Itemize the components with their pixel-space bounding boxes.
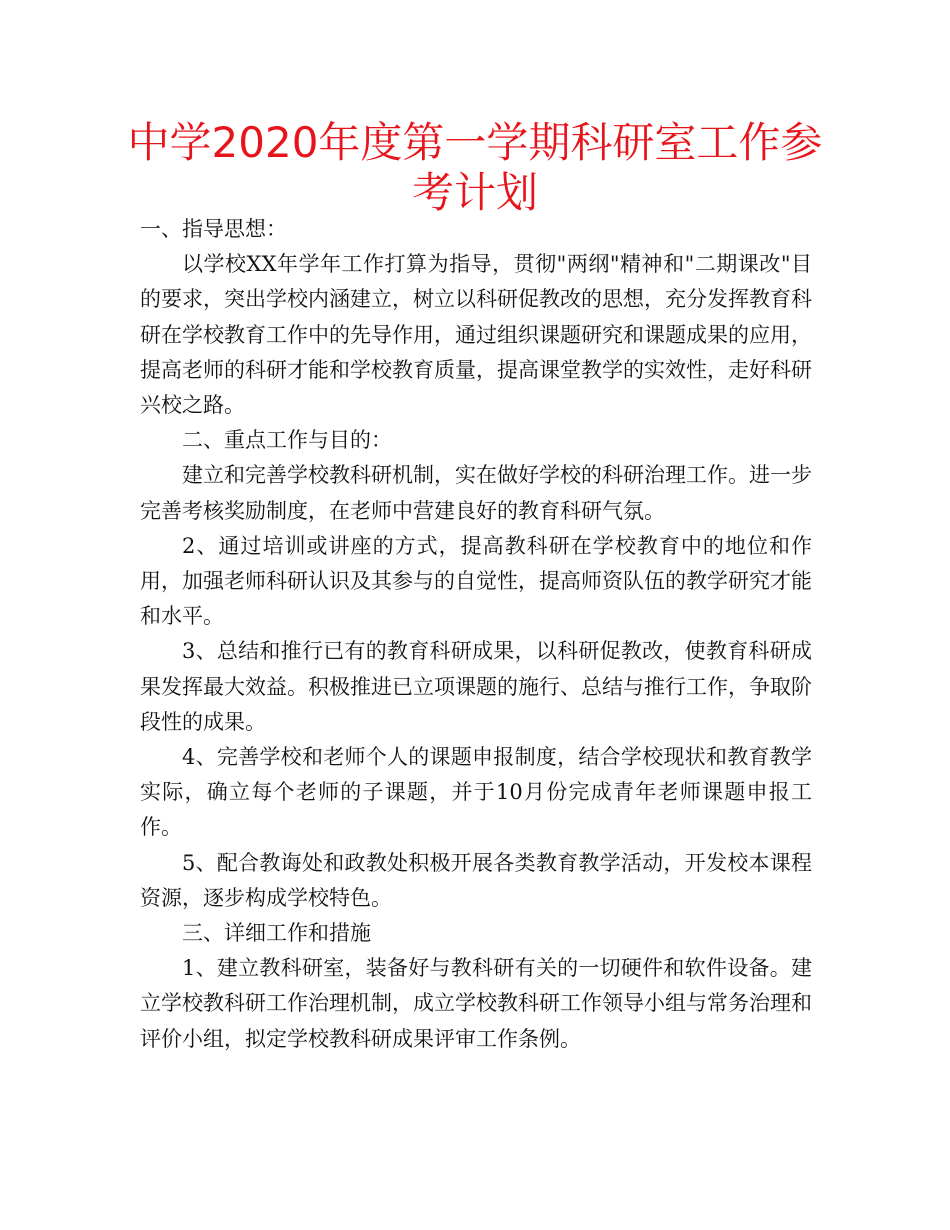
- heading-key-work: 二、重点工作与目的：: [182, 428, 392, 453]
- heading-guiding-ideology: 一、指导思想：: [140, 217, 287, 241]
- paragraph-key-work-5: 5、配合教诲处和政教处积极开展各类教育教学活动，开发校本课程资源，逐步构成学校特色。: [140, 850, 812, 910]
- paragraph-measures-1: 1、建立教科研室，装备好与教科研有关的一切硬件和软件设备。建立学校教科研工作治理机制，成立学校教科研工作领导小组与常务治理和评价小组，拟定学校教科研成果评审工作条例。: [140, 956, 812, 1051]
- heading-measures: 三、详细工作和措施: [182, 921, 371, 946]
- paragraph-key-work-1: 建立和完善学校教科研机制，实在做好学校的科研治理工作。进一步完善考核奖励制度，在老师中营建良好的教育科研气氛。: [140, 463, 812, 523]
- paragraph-guiding-ideology: 以学校XX年学年工作打算为指导，贯彻"两纲"精神和"二期课改"目的要求，突出学校内涵建立，树立以科研促教改的思想，充分发挥教育科研在学校教育工作中的先导作用，通过组织课题研究和课题成果的应用，提高老师的科研才能和学校教育质量，提高课堂教学的实效性，走好科研兴校之路。: [140, 252, 812, 418]
- document-body: [140, 212, 812, 1057]
- paragraph-key-work-3: 3、总结和推行已有的教育科研成果，以科研促教改，使教育科研成果发挥最大效益。积极推进已立项课题的施行、总结与推行工作，争取阶段性的成果。: [140, 639, 812, 734]
- paragraph-key-work-2: 2、通过培训或讲座的方式，提高教科研在学校教育中的地位和作用，加强老师科研认识及其参与的自觉性，提高师资队伍的教学研究才能和水平。: [140, 533, 812, 629]
- document-title: 中学2020年度第一学期科研室工作参考计划: [127, 118, 823, 217]
- paragraph-key-work-4: 4、完善学校和老师个人的课题申报制度，结合学校现状和教育教学实际，确立每个老师的子课题，并于10月份完成青年老师课题申报工作。: [140, 745, 812, 840]
